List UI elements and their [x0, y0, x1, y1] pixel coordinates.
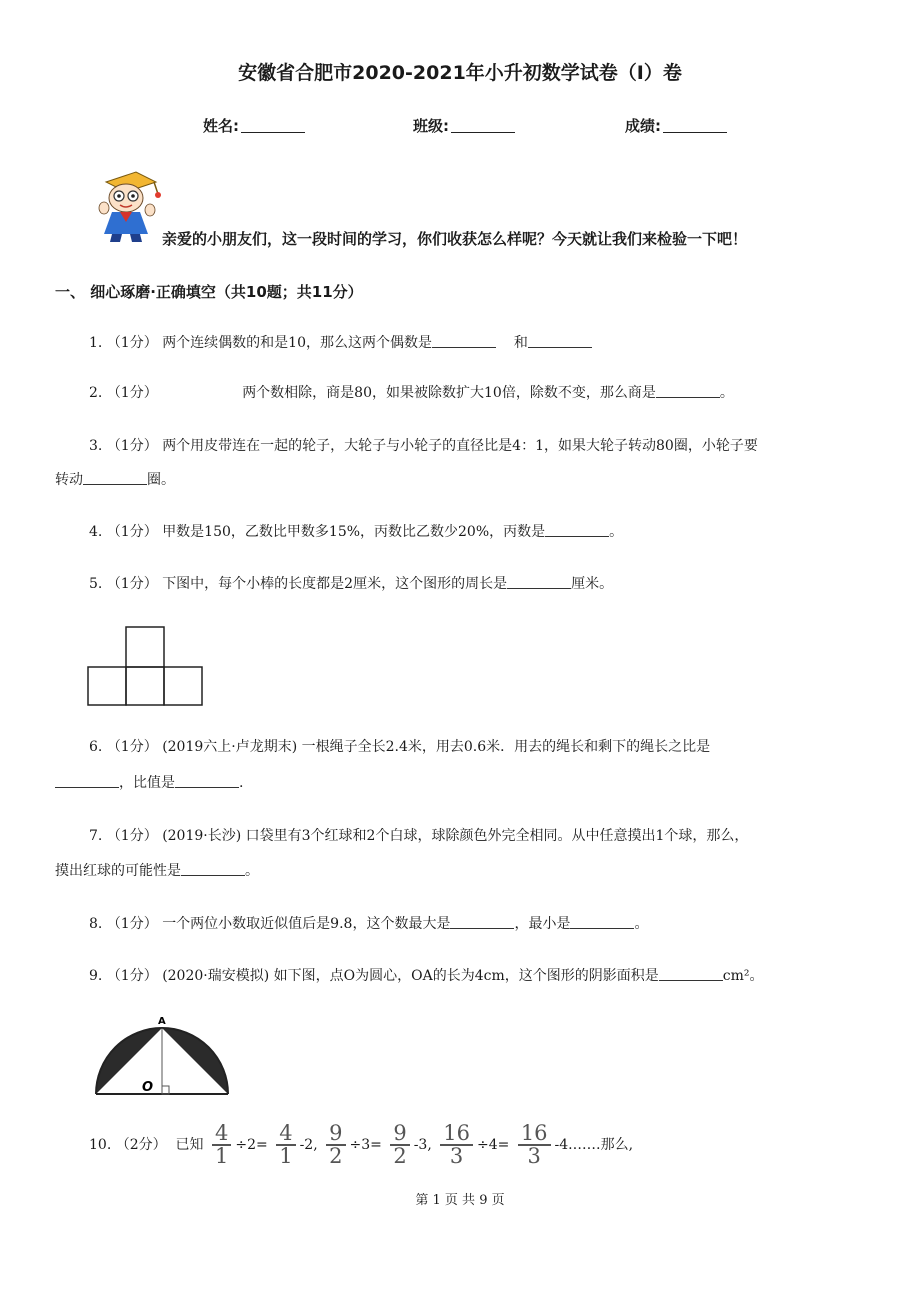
question-6 — [89, 737, 710, 757]
q6-blank-1[interactable] — [55, 773, 119, 788]
fraction-2-numerator: 4 — [276, 1124, 295, 1146]
q7-text: (2019·长沙) 口袋里有3个红球和2个白球，球除颜色外完全相同。从中任意摸出1个球，那么， — [162, 828, 749, 844]
fraction-5-denominator: 3 — [449, 1144, 464, 1168]
q2-number: 2. — [89, 385, 103, 401]
q1-blank-2[interactable] — [528, 333, 592, 348]
q4-blank[interactable] — [545, 522, 609, 537]
greeting-text: 亲爱的小朋友们，这一段时间的学习，你们收获怎么样呢？今天就让我们来检验一下吧！ — [162, 230, 748, 248]
question-9 — [89, 966, 763, 986]
q10-text: 已知 — [175, 1137, 204, 1153]
question-8 — [89, 914, 648, 934]
fraction-2 — [276, 1121, 295, 1168]
q4-text: 甲数是150，乙数比甲数多15%，丙数比乙数少20%，丙数是 — [162, 524, 546, 540]
name-blank[interactable] — [241, 117, 305, 133]
q9-score: （1分） — [106, 968, 158, 984]
fraction-6 — [518, 1121, 551, 1168]
q10-op-4: -3, — [413, 1137, 432, 1153]
question-4 — [89, 522, 623, 542]
q1-blank-1[interactable] — [432, 333, 496, 348]
q5-end: 厘米。 — [571, 576, 614, 592]
q6-end: . — [239, 775, 244, 791]
fraction-4-denominator: 2 — [393, 1144, 407, 1168]
fraction-3 — [326, 1121, 345, 1168]
fraction-1-denominator: 1 — [215, 1144, 229, 1168]
section-heading: 一、 细心琢磨·正确填空（共10题；共11分） — [55, 283, 363, 301]
class-label: 班级: — [413, 117, 449, 135]
question-6-line-2 — [55, 773, 243, 793]
score-field — [625, 115, 727, 136]
q5-number: 5. — [89, 576, 103, 592]
question-1 — [89, 333, 592, 353]
fraction-4 — [390, 1121, 409, 1168]
q7-number: 7. — [89, 828, 103, 844]
class-field — [413, 115, 515, 136]
q10-op-1: ÷2= — [235, 1137, 268, 1153]
q3-number: 3. — [89, 438, 103, 454]
q1-text-and: 和 — [513, 335, 528, 351]
q10-op-6: -4.……那么, — [554, 1137, 634, 1153]
label-o: O — [142, 1080, 154, 1095]
semicircle-figure — [92, 1012, 232, 1098]
fraction-6-numerator: 16 — [518, 1124, 551, 1146]
q5-score: （1分） — [106, 576, 158, 592]
q6-score: （1分） — [106, 739, 158, 755]
q7-end: 。 — [245, 863, 259, 879]
q2-text: 两个数相除，商是80，如果被除数扩大10倍，除数不变，那么商是 — [242, 385, 656, 401]
q6-text-2: ，比值是 — [119, 775, 175, 791]
fraction-6-denominator: 3 — [527, 1144, 541, 1168]
q3-text-2: 转动 — [55, 472, 83, 488]
fraction-3-numerator: 9 — [326, 1124, 345, 1146]
q5-text: 下图中，每个小棒的长度都是2厘米，这个图形的周长是 — [162, 576, 508, 592]
q9-text: (2020·瑞安模拟) 如下图，点O为圆心，OA的长为4cm，这个图形的阴影面积是 — [162, 968, 659, 984]
stick-figure — [86, 625, 206, 709]
question-5 — [89, 574, 613, 594]
q3-blank[interactable] — [83, 470, 147, 485]
q8-number: 8. — [89, 916, 103, 932]
fraction-2-denominator: 1 — [279, 1144, 293, 1168]
q5-blank[interactable] — [507, 574, 571, 589]
q10-op-5: ÷4= — [476, 1137, 510, 1153]
q10-op-3: ÷3= — [349, 1137, 382, 1153]
q8-score: （1分） — [106, 916, 158, 932]
q3-text: 两个用皮带连在一起的轮子，大轮子与小轮子的直径比是4：1，如果大轮子转动80圈，小轮子要 — [162, 438, 758, 454]
fraction-5-numerator: 16 — [440, 1124, 473, 1146]
fraction-5 — [440, 1121, 473, 1168]
q9-end: cm²。 — [722, 968, 764, 984]
q1-score: （1分） — [106, 335, 158, 351]
label-a: A — [158, 1016, 166, 1027]
q4-number: 4. — [89, 524, 103, 540]
name-field — [203, 115, 305, 136]
q6-blank-2[interactable] — [175, 773, 239, 788]
q7-text-2: 摸出红球的可能性是 — [55, 863, 181, 879]
page-footer: 第 1 页 共 9 页 — [415, 1193, 505, 1208]
fraction-1-numerator: 4 — [212, 1124, 231, 1146]
q2-blank[interactable] — [656, 383, 720, 398]
question-2 — [89, 383, 734, 403]
q7-score: （1分） — [106, 828, 158, 844]
class-blank[interactable] — [451, 117, 515, 133]
q8-text: 一个两位小数取近似值后是9.8，这个数最大是 — [162, 916, 451, 932]
q4-score: （1分） — [106, 524, 158, 540]
q9-blank[interactable] — [659, 966, 723, 981]
q10-number: 10. — [89, 1137, 112, 1153]
fraction-1 — [212, 1121, 231, 1168]
fraction-4-numerator: 9 — [390, 1124, 409, 1146]
q10-op-2: -2, — [299, 1137, 318, 1153]
q4-end: 。 — [609, 524, 624, 540]
page-title: 安徽省合肥市2020-2021年小升初数学试卷（I）卷 — [238, 62, 682, 84]
q8-end: 。 — [634, 916, 649, 932]
q3-end: 圈。 — [147, 472, 175, 488]
question-10 — [89, 1122, 633, 1168]
score-blank[interactable] — [663, 117, 727, 133]
q1-number: 1. — [89, 335, 103, 351]
q8-blank-2[interactable] — [570, 914, 634, 929]
question-7 — [89, 826, 748, 846]
name-label: 姓名: — [203, 117, 239, 135]
mascot-icon — [92, 168, 168, 244]
question-3 — [89, 436, 758, 456]
q3-score: （1分） — [106, 438, 158, 454]
q8-blank-1[interactable] — [450, 914, 514, 929]
q7-blank[interactable] — [181, 861, 245, 876]
q1-text: 两个连续偶数的和是10，那么这两个偶数是 — [162, 335, 433, 351]
q8-text-2: ，最小是 — [514, 916, 571, 932]
q6-number: 6. — [89, 739, 103, 755]
q10-score: （2分） — [115, 1137, 167, 1153]
question-7-line-2 — [55, 861, 259, 881]
question-3-line-2 — [55, 470, 175, 490]
q6-text: (2019六上·卢龙期末) 一根绳子全长2.4米，用去0.6米．用去的绳长和剩下的绳长之比是 — [162, 739, 711, 755]
q9-number: 9. — [89, 968, 103, 984]
fraction-3-denominator: 2 — [329, 1144, 343, 1168]
q2-end: 。 — [719, 385, 734, 401]
q2-score: （1分） — [106, 385, 158, 401]
score-label: 成绩: — [625, 117, 661, 135]
